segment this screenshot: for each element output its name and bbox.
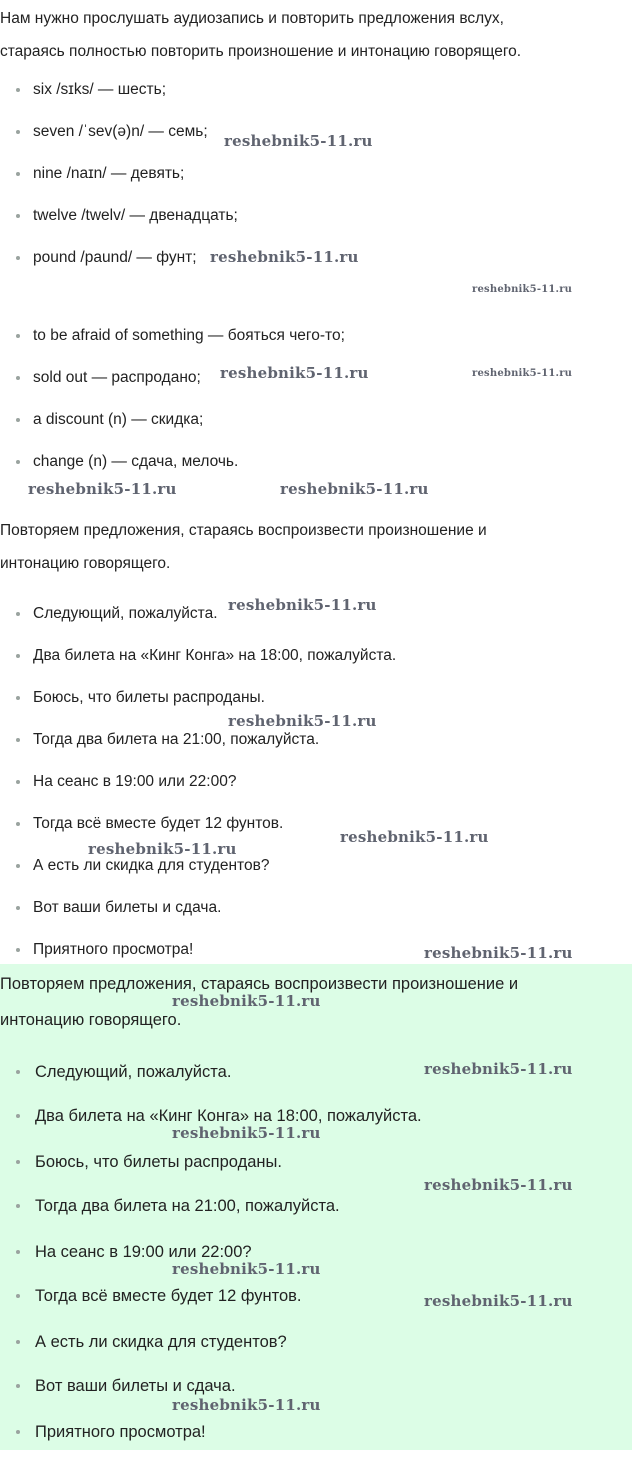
bullet-icon: [16, 612, 20, 616]
bullet-icon: [16, 1340, 20, 1344]
bullet-icon: [16, 1114, 20, 1118]
watermark: reshebnik5-11.ru: [88, 840, 237, 858]
green-intro-line-2: интонацию говорящего.: [0, 1011, 182, 1029]
bullet-icon: [16, 1384, 20, 1388]
bullet-icon: [16, 376, 20, 380]
watermark: reshebnik5-11.ru: [424, 1292, 573, 1310]
watermark: reshebnik5-11.ru: [172, 1260, 321, 1278]
watermark: reshebnik5-11.ru: [172, 1124, 321, 1142]
watermark: reshebnik5-11.ru: [228, 712, 377, 730]
watermark: reshebnik5-11.ru: [210, 248, 359, 266]
bullet-icon: [16, 864, 20, 868]
bullet-icon: [16, 696, 20, 700]
bullet-icon: [16, 780, 20, 784]
repeat-intro-line-1: Повторяем предложения, стараясь воспроизвести произношение и: [0, 522, 487, 539]
bullet-icon: [16, 654, 20, 658]
bullet-icon: [16, 214, 20, 218]
repeat-intro: [0, 514, 620, 580]
repeat-intro-line-2: интонацию говорящего.: [0, 555, 171, 572]
bullet-icon: [16, 1204, 20, 1208]
bullet-icon: [16, 1250, 20, 1254]
watermark: reshebnik5-11.ru: [28, 480, 177, 498]
watermark: reshebnik5-11.ru: [424, 1176, 573, 1194]
intro-line-2: стараясь полностью повторить произношение и интонацию говорящего.: [0, 43, 522, 60]
watermark: reshebnik5-11.ru: [424, 1060, 573, 1078]
watermark: reshebnik5-11.ru: [472, 284, 573, 295]
bullet-icon: [16, 1160, 20, 1164]
bullet-icon: [16, 172, 20, 176]
highlighted-section: Повторяем предложения, стараясь воспроизвести произношение и интонацию говорящего. Следующий, пожалуйста. Два билета на «Кинг Конга» на 18:00, пожалуйста. Боюсь, что билеты распроданы. Тогда два билета на 21:00, пожалуйста. На сеанс в 19:00 или 22:00? Тогда всё вместе будет 12 фунтов. А есть ли скидка для студентов? Вот ваши билеты и сдача. Приятного просмотра!: [0, 964, 632, 1450]
bullet-icon: [16, 334, 20, 338]
watermark: reshebnik5-11.ru: [220, 364, 369, 382]
bullet-icon: [16, 822, 20, 826]
bullet-icon: [16, 1070, 20, 1074]
bullet-icon: [16, 906, 20, 910]
bullet-icon: [16, 460, 20, 464]
watermark: reshebnik5-11.ru: [424, 944, 573, 962]
bullet-icon: [16, 418, 20, 422]
green-intro-line-1: Повторяем предложения, стараясь воспроизвести произношение и: [0, 975, 519, 993]
bullet-icon: [16, 738, 20, 742]
bullet-icon: [16, 130, 20, 134]
watermark: reshebnik5-11.ru: [228, 596, 377, 614]
bullet-icon: [16, 1430, 20, 1434]
watermark: reshebnik5-11.ru: [224, 132, 373, 150]
bullet-icon: [16, 1294, 20, 1298]
bullet-icon: [16, 88, 20, 92]
watermark: reshebnik5-11.ru: [340, 828, 489, 846]
intro-line-1: Нам нужно прослушать аудиозапись и повторить предложения вслух,: [0, 10, 504, 27]
bullet-icon: [16, 948, 20, 952]
watermark: reshebnik5-11.ru: [472, 368, 573, 379]
watermark: reshebnik5-11.ru: [172, 992, 321, 1010]
watermark: reshebnik5-11.ru: [280, 480, 429, 498]
bullet-icon: [16, 256, 20, 260]
intro-paragraph: [0, 2, 620, 68]
watermark: reshebnik5-11.ru: [172, 1396, 321, 1414]
